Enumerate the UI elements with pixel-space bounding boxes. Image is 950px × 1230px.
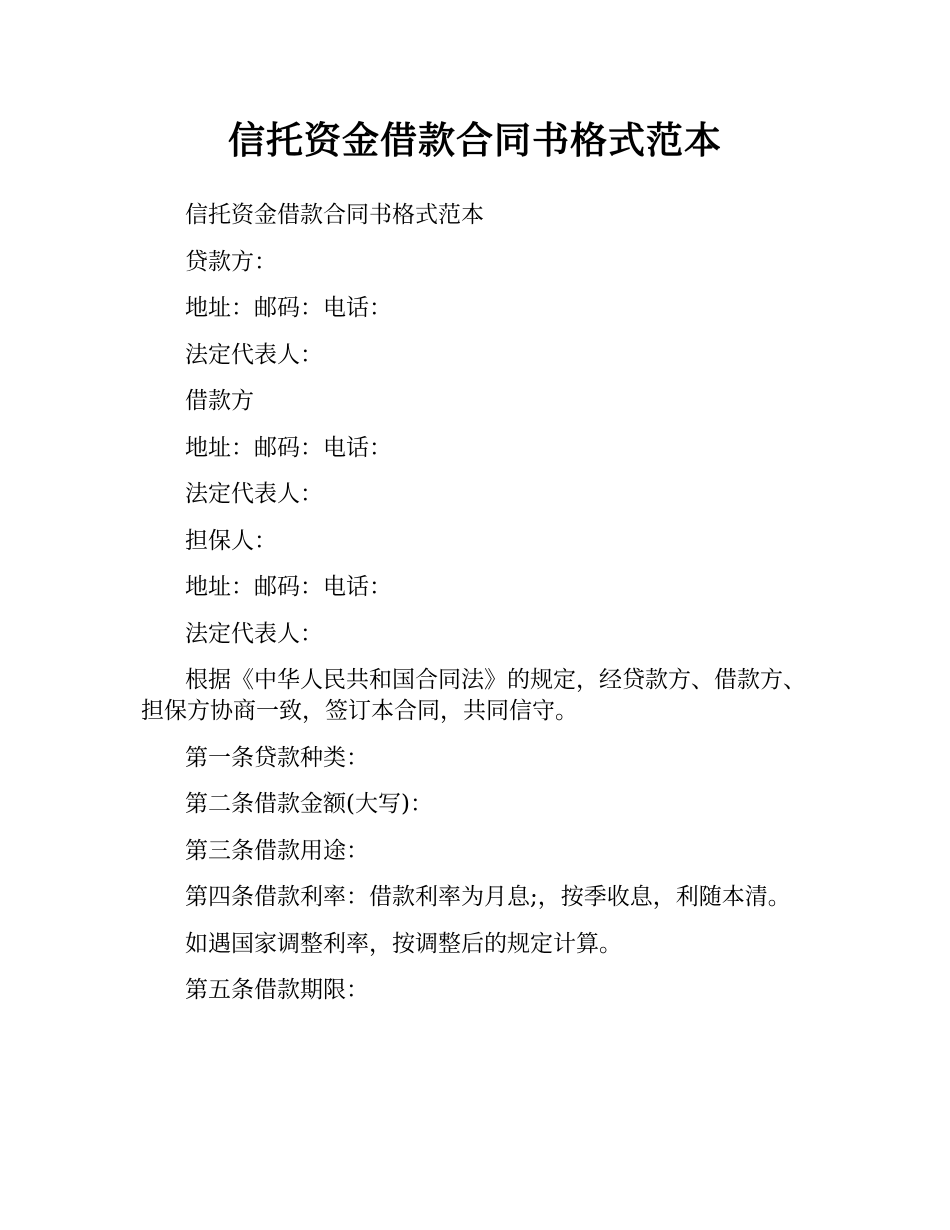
paragraph-borrower: 借款方 [185,388,254,414]
paragraph-lender-address: 地址：邮码：电话： [185,295,392,321]
paragraph-borrower-representative: 法定代表人： [185,481,323,507]
paragraph-article-5: 第五条借款期限： [185,977,369,1003]
paragraph-article-2: 第二条借款金额(大写)： [185,791,433,817]
paragraph-guarantor: 担保人： [185,527,277,554]
paragraph-preamble: 根据《中华人民共和国合同法》的规定，经贷款方、借款方、担保方协商一致，签订本合同，共同信守。 [141,667,806,724]
paragraph-lender-representative: 法定代表人： [185,341,323,368]
paragraph-subtitle: 信托资金借款合同书格式范本 [185,202,484,228]
document-body [141,200,809,1022]
paragraph-lender: 贷款方： [185,248,277,275]
paragraph-borrower-address: 地址：邮码：电话： [185,434,392,461]
paragraph-guarantor-address: 地址：邮码：电话： [185,574,392,600]
paragraph-guarantor-representative: 法定代表人： [185,620,323,647]
paragraph-article-4: 第四条借款利率：借款利率为月息;，按季收息，利随本清。 [185,884,791,910]
paragraph-rate-adjustment: 如遇国家调整利率，按调整后的规定计算。 [185,930,622,957]
paragraph-article-3: 第三条借款用途： [185,837,369,864]
paragraph-article-1: 第一条贷款种类： [185,744,369,771]
document-title: 信托资金借款合同书格式范本 [228,119,722,162]
